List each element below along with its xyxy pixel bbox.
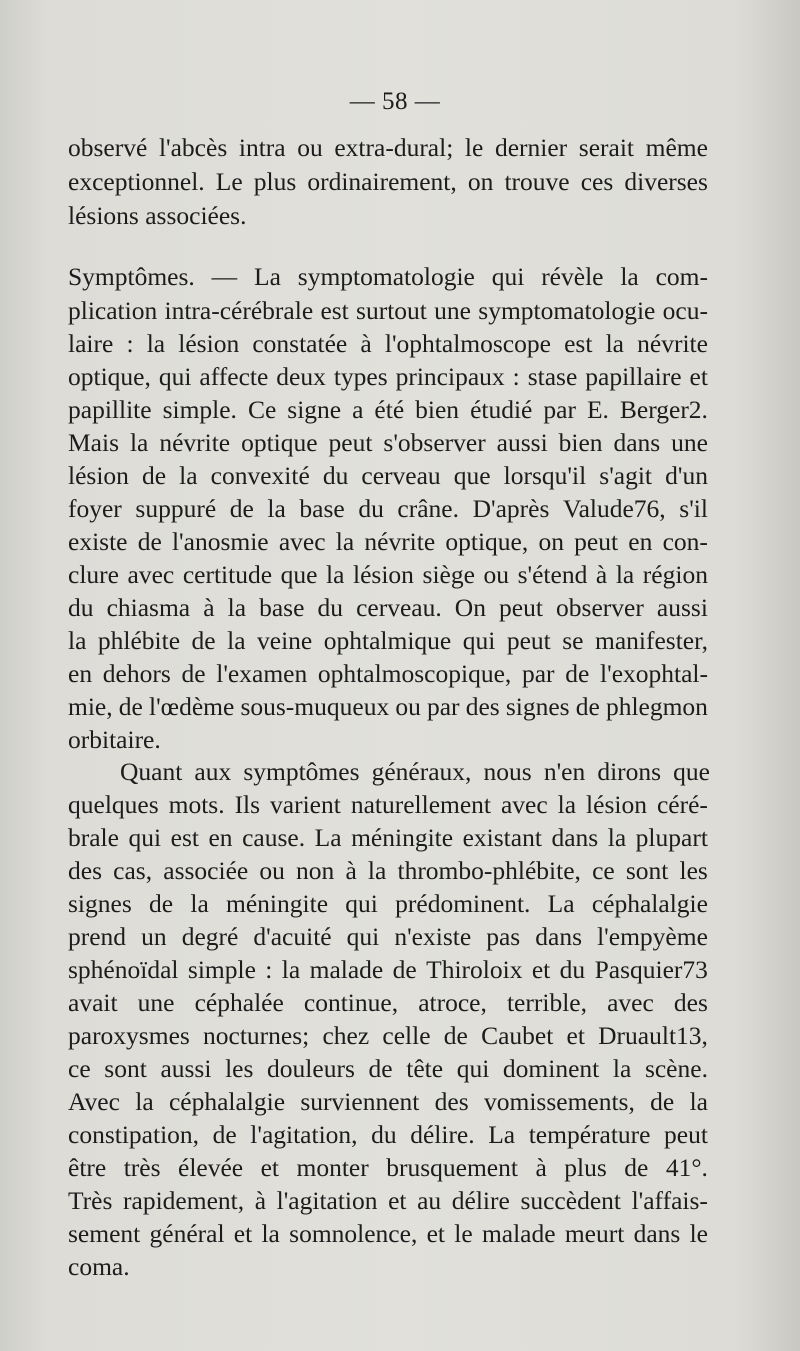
text-line-9: Mais la névrite optique peut s'observer aussi bien dans une xyxy=(68,428,708,457)
text-line-21: brale qui est en cause. La méningite existant dans la plupart xyxy=(68,823,708,852)
text-line-27: paroxysmes nocturnes; chez celle de Caubet et Druault13, xyxy=(68,1021,708,1050)
text-line-17: mie, de l'œdème sous-muqueux ou par des signes de phlegmon xyxy=(68,692,708,721)
text-line-6: laire : la lésion constatée à l'ophtalmoscope est la névrite xyxy=(68,329,708,358)
text-line-1: observé l'abcès intra ou extra-dural; le dernier serait même xyxy=(68,133,708,162)
text-line-28: ce sont aussi les douleurs de tête qui dominent la scène. xyxy=(68,1054,708,1083)
text-line-13: clure avec certitude que la lésion siège ou s'étend à la région xyxy=(68,560,708,589)
text-line-31: être très élevée et monter brusquement à plus de 41°. xyxy=(68,1153,708,1182)
text-line-29: Avec la céphalalgie surviennent des vomissements, de la xyxy=(68,1087,708,1116)
text-line-24: prend un degré d'acuité qui n'existe pas dans l'empyème xyxy=(68,922,708,951)
section-heading-line: Symptômes. — La symptomatologie qui révèle la com- xyxy=(68,262,708,291)
text-line-10: lésion de la convexité du cerveau que lorsqu'il s'agit d'un xyxy=(68,461,708,490)
text-line-22: des cas, associée ou non à la thrombo-phlébite, ce sont les xyxy=(68,856,708,885)
text-line-14: du chiasma à la base du cerveau. On peut observer aussi xyxy=(68,593,708,622)
text-line-26: avait une céphalée continue, atroce, terrible, avec des xyxy=(68,988,708,1017)
text-line-16: en dehors de l'examen ophtalmoscopique, par de l'exophtal- xyxy=(68,659,708,688)
text-line-25: sphénoïdal simple : la malade de Thiroloix et du Pasquier73 xyxy=(68,955,708,984)
text-line-20: quelques mots. Ils varient naturellement avec la lésion céré- xyxy=(68,790,708,819)
text-line-5: plication intra-cérébrale est surtout une symptomatologie ocu- xyxy=(68,296,708,325)
text-line-30: constipation, de l'agitation, du délire. La température peut xyxy=(68,1120,708,1149)
text-line-34: coma. xyxy=(68,1252,130,1281)
text-line-23: signes de la méningite qui prédominent. La céphalalgie xyxy=(68,889,708,918)
text-line-15: la phlébite de la veine ophtalmique qui peut se manifester, xyxy=(68,626,708,655)
text-line-7: optique, qui affecte deux types principaux : stase papillaire et xyxy=(68,362,708,391)
text-line-2: exceptionnel. Le plus ordinairement, on trouve ces diverses xyxy=(68,167,708,196)
text-line-3: lésions associées. xyxy=(68,201,247,230)
text-line-18: orbitaire. xyxy=(68,725,161,754)
text-line-32: Très rapidement, à l'agitation et au délire succèdent l'affais- xyxy=(68,1186,708,1215)
text-line-19: Quant aux symptômes généraux, nous n'en dirons que xyxy=(120,757,710,786)
page-number: — 58 — xyxy=(349,88,441,115)
text-line-12: existe de l'anosmie avec la névrite optique, on peut en con- xyxy=(68,527,708,556)
text-line-8: papillite simple. Ce signe a été bien étudié par E. Berger2. xyxy=(68,395,708,424)
text-line-33: sement général et la somnolence, et le malade meurt dans le xyxy=(68,1219,708,1248)
text-line-11: foyer suppuré de la base du crâne. D'après Valude76, s'il xyxy=(68,494,708,523)
